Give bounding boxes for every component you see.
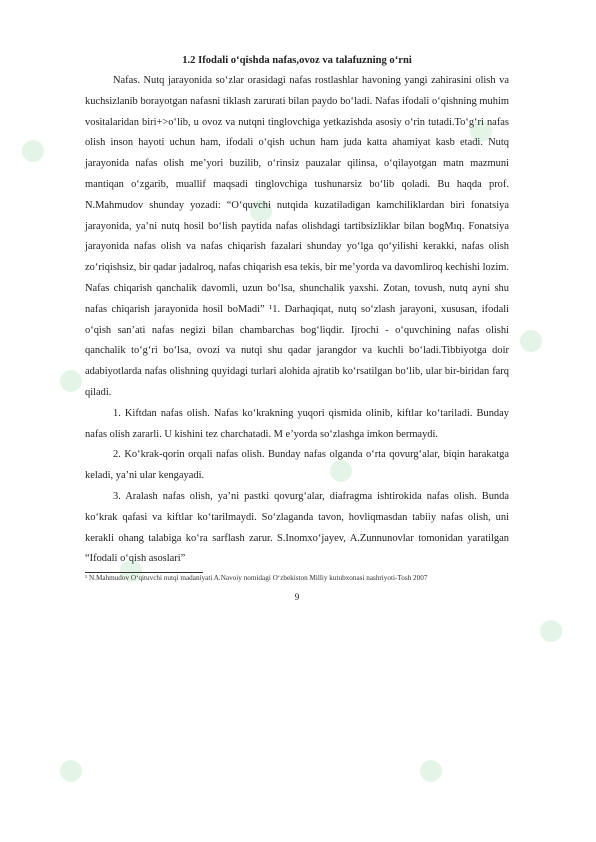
leaf-watermark-icon xyxy=(60,760,82,782)
paragraph-item-3: 3. Aralash nafas olish, ya’ni pastki qovurg‘alar, diafragma ishtirokida nafas olish. Bunda ko‘krak qafasi va kiftlar ko‘tarilmaydi. So‘zlaganda tavon, hovliqmasdan tabiiy nafas olish, uni kerakli ohang talabiga ko‘ra sarflash zarur. S.Inomxo‘jayev, A.Zunnunovlar tomonidan yaratilgan “Ifodali o‘qish asoslari” xyxy=(85,490,509,565)
paragraph-item-2: 2. Ko‘krak-qorin orqali nafas olish. Bunday nafas olganda o‘rta qovurg‘alar, biqin harakatga keladi, ya’ni ular kengayadi. xyxy=(85,449,509,482)
leaf-watermark-icon xyxy=(60,370,82,392)
page-number: 9 xyxy=(294,591,300,602)
paragraph-nafas: Nafas. Nutq jarayonida so‘zlar orasidagi nafas rostlashlar havoning yangi zahirasini olish va kuchsizlanib borayotgan nafasni tiklash zarurati bilan paydo bo‘ladi. Nafas ifodali o‘qishning muhim vositalaridan biri+>o‘lib, u ovoz va nutqni tinglovchiga yetkazishda asosiy o‘rin tutadi.To‘g‘ri nafas olish inson hayoti uchun ham, ifodali o‘qish uchun ham juda katta ahamiyat kasb etadi. Nutq jarayonida nafas olish me’yori buzilib, o‘rinsiz pauzalar qilinsa, o‘qilayotgan matn mazmuni mantiqan o‘zgarib, muallif maqsadi tinglovchiga tushunarsiz bo‘lib qoladi. Bu haqda prof. N.Mahmudov shunday yozadi: “O‘quvchi nutqida kuzatiladigan kamchiliklardan biri fonatsiya jarayonida, ya’ni nutq hosil bo‘lish paytida nafas olishdagi tartibsizliklar bilan bogMıq. Fonatsiya jarayonida nafas olish va nafas chiqarish fazalari shunday yo‘lga qo‘yilishi kerakki, nafas olish zo‘riqishsiz, bir qadar jadalroq, nafas chiqarish esa tekis, bir me’yorda va davomliroq kechishi lozim. Nafas chiqarish qanchalik davomli, uzun bo‘lsa, shunchalik yaxshi. Zotan, tovush, nutq ayni shu nafas chiqarish jarayonida hosil boMadi” ¹1. Darhaqiqat, nutq so‘zlash jarayoni, xususan, ifodali o‘qish san’ati nafas negizi bilan chambarchas bog‘liqdir. Ijrochi - o‘quvchining nafas olishi qanchalik to‘g‘ri bo‘lsa, ovozi va nutqi shu qadar jarangdor va kuchli bo‘ladi.Tibbiyotga doir adabiyotlarda nafas olishning quyidagi turlari alohida ajratib ko‘rsatilgan bo‘lib, ular bir-biridan farq qiladi. xyxy=(85,75,509,398)
footnote: ¹ N.Mahmudov O‘qituvchi nutqi madaniyati A.Navoiy nomidagi O‘zbekiston Milliy kutubxonasi nashriyoti-Tosh 2007 xyxy=(85,574,428,583)
footnote-divider xyxy=(85,572,203,573)
document-page xyxy=(85,52,509,607)
leaf-watermark-icon xyxy=(420,760,442,782)
leaf-watermark-icon xyxy=(22,140,44,162)
paragraph-item-1: 1. Kiftdan nafas olish. Nafas ko‘krakning yuqori qismida olinib, kiftlar ko‘tariladi. Bunday nafas olish zararli. U kishini tez charchatadi. M e’yorda so‘zlashga imkon bermaydi. xyxy=(85,407,509,440)
leaf-watermark-icon xyxy=(540,620,562,642)
leaf-watermark-icon xyxy=(520,330,542,352)
section-heading: 1.2 Ifodali o‘qishda nafas,ovoz va talafuzning o‘rni xyxy=(182,55,412,66)
